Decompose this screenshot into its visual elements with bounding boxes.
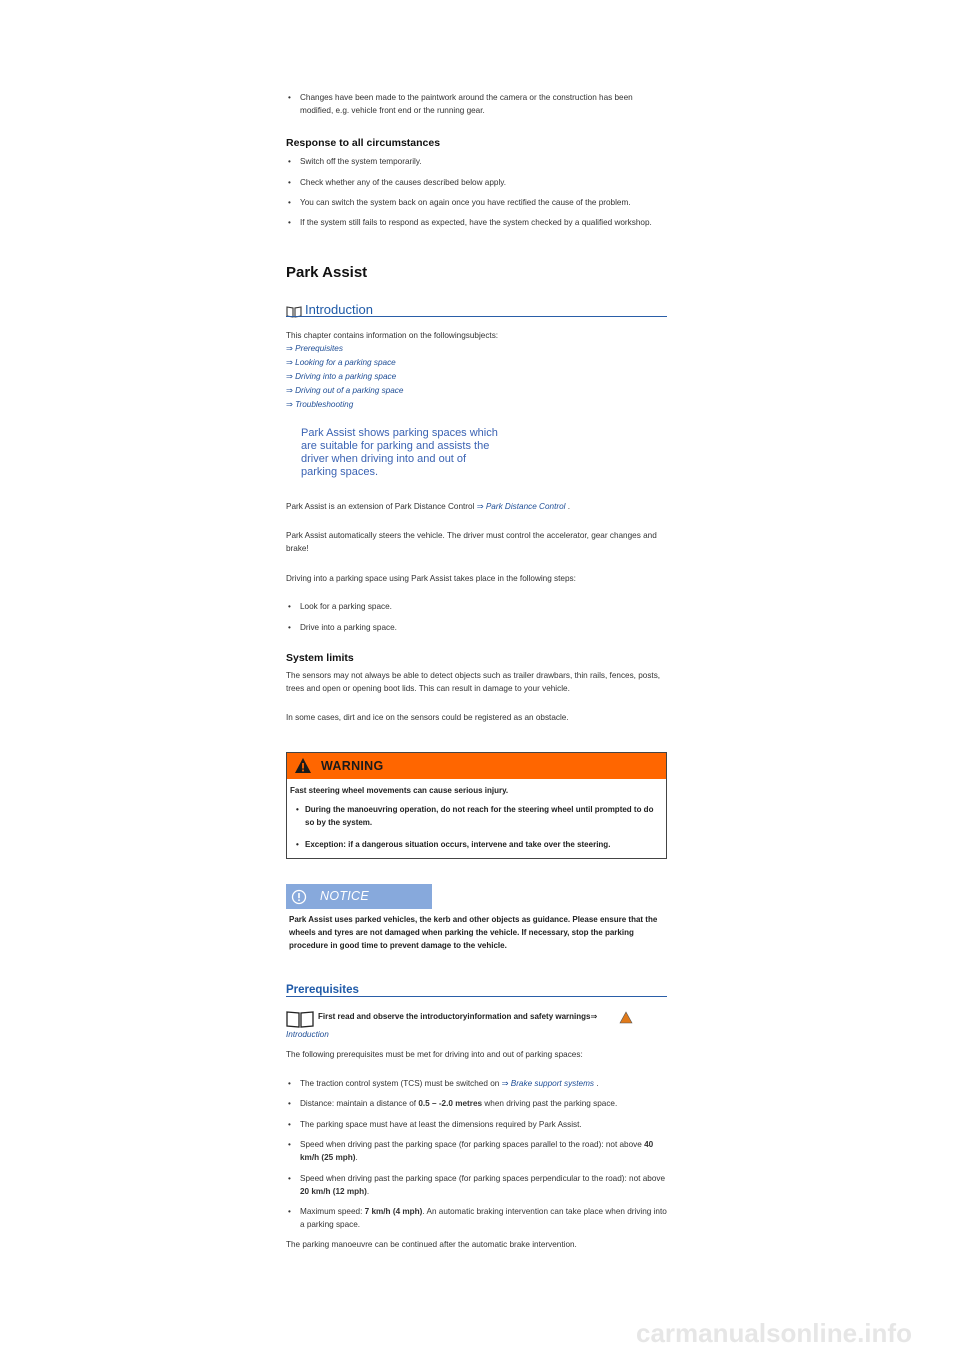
list-item: • The parking space must have at least the dimensions required by Park Assist. <box>288 1120 582 1129</box>
system-limits-p2: In some cases, dirt and ice on the sensors could be registered as an obstacle. <box>286 713 569 722</box>
list-item: • If the system still fails to respond as expected, have the system checked by a qualified workshop. <box>288 218 652 227</box>
intro-lead: Park Assist shows parking spaces which are suitable for parking and assists the driver when driving into and out of parking spaces. <box>301 427 498 478</box>
steers-paragraph: Park Assist automatically steers the vehicle. The driver must control the accelerator, gear changes and brake! <box>286 531 657 553</box>
link-brake-support-systems[interactable]: ⇒ Brake support systems <box>501 1079 594 1088</box>
response-heading: Response to all circumstances <box>286 137 441 149</box>
continue-text: The parking manoeuvre can be continued after the automatic brake intervention. <box>286 1240 577 1249</box>
list-item: • Maximum speed: 7 km/h (4 mph). An automatic braking intervention can take place when driving into a parking space. <box>288 1207 667 1229</box>
warning-header <box>287 753 666 779</box>
link-park-distance-control[interactable]: ⇒ Park Distance Control <box>476 502 566 511</box>
book-icon <box>286 305 302 323</box>
list-item: • You can switch the system back on again once you have rectified the cause of the problem. <box>288 198 631 207</box>
list-item: • Speed when driving past the parking space (for parking spaces parallel to the road): not above 40 km/h (25 mph). <box>288 1140 654 1162</box>
watermark: carmanualsonline.info <box>636 1318 912 1348</box>
list-item: • Distance: maintain a distance of 0.5 – -2.0 metres when driving past the parking space. <box>288 1099 618 1108</box>
section-title: Park Assist <box>286 264 368 281</box>
list-item: • Drive into a parking space. <box>288 623 397 632</box>
link-troubleshooting[interactable]: ⇒ Troubleshooting <box>286 400 354 409</box>
warning-item: • Exception: if a dangerous situation occurs, intervene and take over the steering. <box>296 840 611 849</box>
warning-triangle-icon <box>294 757 312 779</box>
read-first-text: First read and observe the introductoryinformation and safety warnings⇒ <box>318 1012 598 1021</box>
warning-title: WARNING <box>321 759 384 773</box>
heading-rule <box>286 316 667 317</box>
notice-text: Park Assist uses parked vehicles, the kerb and other objects as guidance. Please ensure that the wheels and tyres are not damaged when parking the vehicle. If necessary, stop the parking procedure in good time to prevent damage to the vehicle. <box>289 915 658 950</box>
notice-header <box>286 884 432 909</box>
prerequisites-lead: The following prerequisites must be met for driving into and out of parking spaces: <box>286 1050 583 1059</box>
heading-rule <box>286 996 667 997</box>
link-driving-out-of-space[interactable]: ⇒ Driving out of a parking space <box>286 386 404 395</box>
list-item: • Switch off the system temporarily. <box>288 157 422 166</box>
prerequisites-title: Prerequisites <box>286 984 359 996</box>
link-prerequisites[interactable]: ⇒ Prerequisites <box>286 344 343 353</box>
list-item: • Speed when driving past the parking space (for parking spaces perpendicular to the road): not above 20 km/h (12 mph). <box>288 1174 666 1196</box>
link-introduction[interactable]: Introduction <box>286 1030 329 1039</box>
list-item: • The traction control system (TCS) must be switched on ⇒ Brake support systems . <box>288 1079 599 1088</box>
list-item: • Look for a parking space. <box>288 602 392 611</box>
warning-box <box>286 752 667 859</box>
link-looking-for-space[interactable]: ⇒ Looking for a parking space <box>286 358 396 367</box>
notice-title: NOTICE <box>320 889 370 903</box>
chapter-text: This chapter contains information on the followingsubjects: <box>286 331 499 340</box>
intro-title: Introduction <box>305 302 373 317</box>
extension-paragraph: Park Assist is an extension of Park Distance Control ⇒ Park Distance Control . <box>286 502 571 511</box>
steps-paragraph: Driving into a parking space using Park Assist takes place in the following steps: <box>286 574 576 583</box>
system-limits-heading: System limits <box>286 652 354 664</box>
system-limits-p1: The sensors may not always be able to detect objects such as trailer drawbars, thin rails, fences, posts, trees and open or opening boot lids. This can result in damage to your vehicle. <box>286 671 661 693</box>
warning-item: • During the manoeuvring operation, do not reach for the steering wheel until prompted to do so by the system. <box>296 805 654 827</box>
list-item: • Check whether any of the causes described below apply. <box>288 178 507 187</box>
warning-lead: Fast steering wheel movements can cause serious injury. <box>290 786 509 795</box>
notice-exclamation-icon <box>291 889 307 910</box>
list-item: • Changes have been made to the paintwork around the camera or the construction has been modified, e.g. vehicle front end or the running gear. <box>288 93 633 115</box>
link-driving-into-space[interactable]: ⇒ Driving into a parking space <box>286 372 397 381</box>
warning-triangle-icon <box>619 1011 633 1029</box>
